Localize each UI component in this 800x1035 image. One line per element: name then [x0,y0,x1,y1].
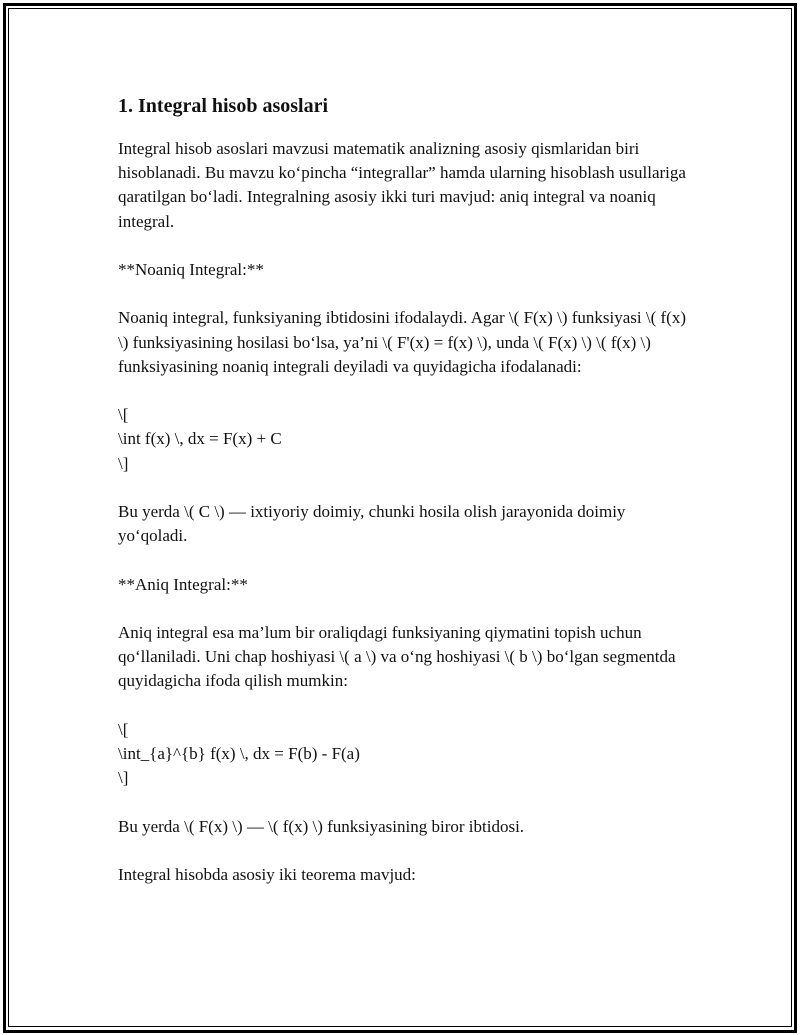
formula-block-1 [118,403,698,476]
document-body [118,92,698,911]
formula-open: \[ [118,405,129,425]
formula-block-2 [118,718,698,791]
formula-line: \int_{a}^{b} f(x) \, dx = F(b) - F(a) [118,743,360,763]
intro-paragraph: Integral hisob asoslari mavzusi matematik analizning asosiy qismlaridan biri hisoblanadi. Bu mavzu ko‘pincha “integrallar” hamda ularning hisoblash usullariga qaratilgan bo‘ladi. Integralning asosiy ikki turi mavjud: aniq integral va noaniq integral. [118,139,686,231]
antiderivative-paragraph: Bu yerda \( F(x) \) — \( f(x) \) funksiyasining biror ibtidosi. [118,816,525,836]
constant-explanation-paragraph: Bu yerda \( C \) — ixtiyoriy doimiy, chunki hosila olish jarayonida doimiy yo‘qoladi. [118,501,626,546]
formula-close: \] [118,768,129,788]
theorems-intro-paragraph: Integral hisobda asosiy iki teorema mavjud: [118,864,416,884]
section-heading: 1. Integral hisob asoslari [118,95,329,117]
noaniq-integral-paragraph: Noaniq integral, funksiyaning ibtidosini ifodalaydi. Agar \( F(x) \) funksiyasi \( f(x) \) funksiyasining hosilasi bo‘lsa, ya’ni \( F'(x) = f(x) \), unda \( F(x) \) \( f(x) \) funksiyasining noaniq integrali deyiladi va quyidagicha ifodalanadi: [118,308,686,376]
aniq-integral-paragraph: Aniq integral esa ma’lum bir oraliqdagi funksiyaning qiymatini topish uchun qo‘llaniladi. Uni chap hoshiyasi \( a \) va o‘ng hoshiyasi \( b \) bo‘lgan segmentda quyidagicha ifoda qilish mumkin: [118,622,676,691]
formula-line: \int f(x) \, dx = F(x) + C [118,429,282,449]
noaniq-integral-title: **Noaniq Integral:** [118,260,264,279]
aniq-integral-title: **Aniq Integral:** [118,574,248,594]
formula-close: \] [118,453,129,473]
formula-open: \[ [118,719,129,739]
